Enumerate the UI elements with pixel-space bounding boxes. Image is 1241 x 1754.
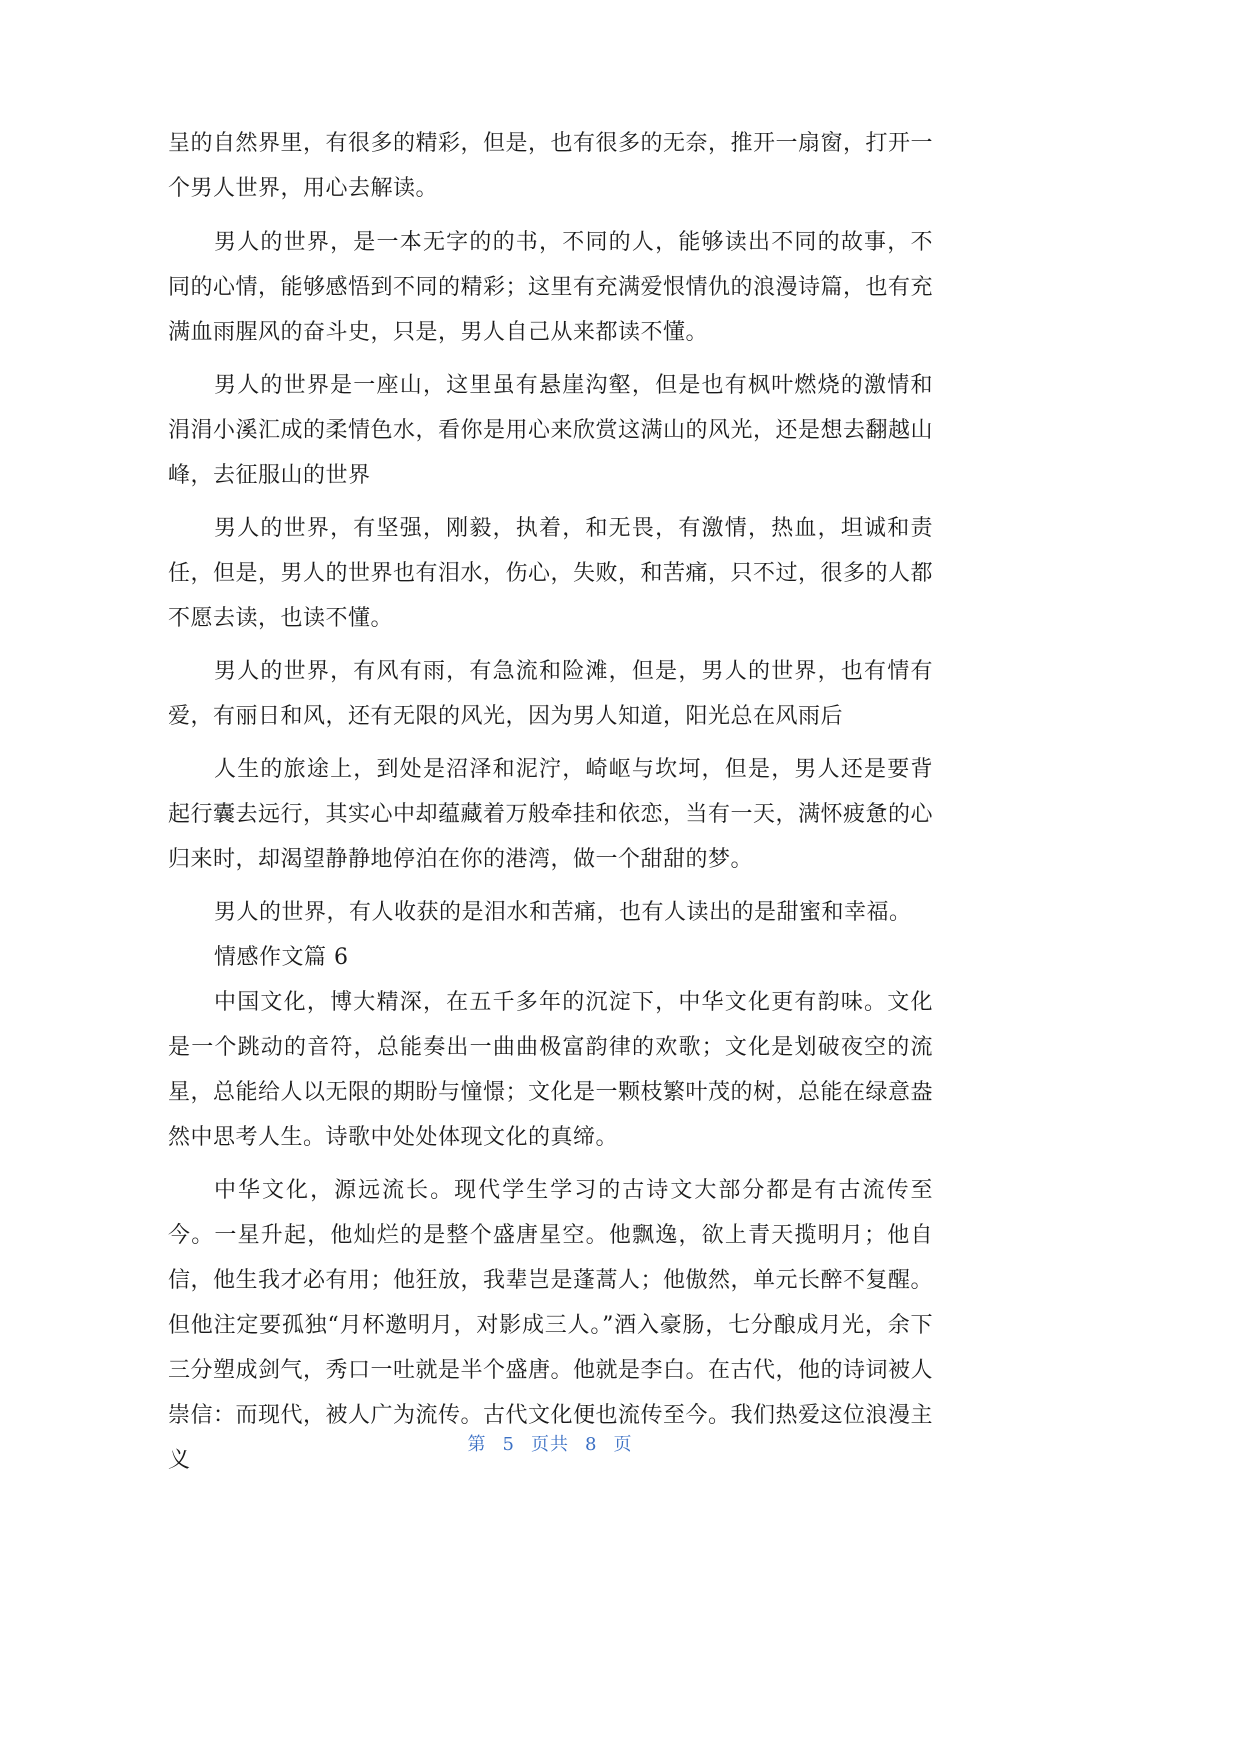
paragraph: 男人的世界，有风有雨，有急流和险滩，但是，男人的世界，也有情有爱，有丽日和风，还有无限的风光，因为男人知道，阳光总在风雨后 — [168, 659, 933, 729]
paragraph: 中国文化，博大精深，在五千多年的沉淀下，中华文化更有韵味。文化是一个跳动的音符，总能奏出一曲曲极富韵律的欢歌；文化是划破夜空的流星，总能给人以无限的期盼与憧憬；文化是一颗枝繁叶茂的树，总能在绿意盎然中思考人生。诗歌中处处体现文化的真缔。 — [168, 990, 934, 1150]
paragraph: 男人的世界，有坚强，刚毅，执着，和无畏，有激情，热血，坦诚和责任，但是，男人的世界也有泪水，伤心，失败，和苦痛，只不过，很多的人都不愿去读，也读不懂。 — [168, 516, 934, 631]
section-heading: 情感作文篇 6 — [214, 945, 349, 970]
paragraph: 男人的世界，有人收获的是泪水和苦痛，也有人读出的是甜蜜和幸福。 — [214, 900, 912, 925]
paragraph: 男人的世界是一座山，这里虽有悬崖沟壑，但是也有枫叶燃烧的激情和涓涓小溪汇成的柔情色水，看你是用心来欣赏这满山的风光，还是想去翻越山峰，去征服山的世界 — [168, 373, 934, 488]
footer-total-pages: 8 — [585, 1434, 598, 1455]
paragraph: 呈的自然界里，有很多的精彩，但是，也有很多的无奈，推开一扇窗，打开一个男人世界，用心去解读。 — [168, 131, 934, 201]
footer-current-page: 5 — [502, 1434, 515, 1455]
footer-middle: 页共 — [531, 1434, 569, 1455]
paragraph: 人生的旅途上，到处是沼泽和泥泞，崎岖与坎坷，但是，男人还是要背起行囊去远行，其实心中却蕴藏着万般牵挂和依恋，当有一天，满怀疲惫的心归来时，却渴望静静地停泊在你的港湾，做一个甜甜的梦。 — [168, 757, 934, 872]
footer-prefix: 第 — [467, 1434, 487, 1455]
footer-suffix: 页 — [613, 1434, 633, 1455]
page-footer — [0, 1430, 1100, 1456]
paragraph: 男人的世界，是一本无字的的书，不同的人，能够读出不同的故事，不同的心情，能够感悟到不同的精彩；这里有充满爱恨情仇的浪漫诗篇，也有充满血雨腥风的奋斗史，只是，男人自己从来都读不懂。 — [168, 230, 934, 345]
document-body — [168, 0, 933, 1483]
paragraph: 中华文化，源远流长。现代学生学习的古诗文大部分都是有古流传至今。一星升起，他灿烂的是整个盛唐星空。他飘逸，欲上青天揽明月；他自信，他生我才必有用；他狂放，我辈岂是蓬蒿人；他傲然，单元长醉不复醒。但他注定要孤独“月杯邀明月，对影成三人。”酒入豪肠，七分酿成月光，余下三分塑成剑气，秀口一吐就是半个盛唐。他就是李白。在古代，他的诗词被人崇信：而现代，被人广为流传。古代文化便也流传至今。我们热爱这位浪漫主义 — [168, 1178, 934, 1473]
